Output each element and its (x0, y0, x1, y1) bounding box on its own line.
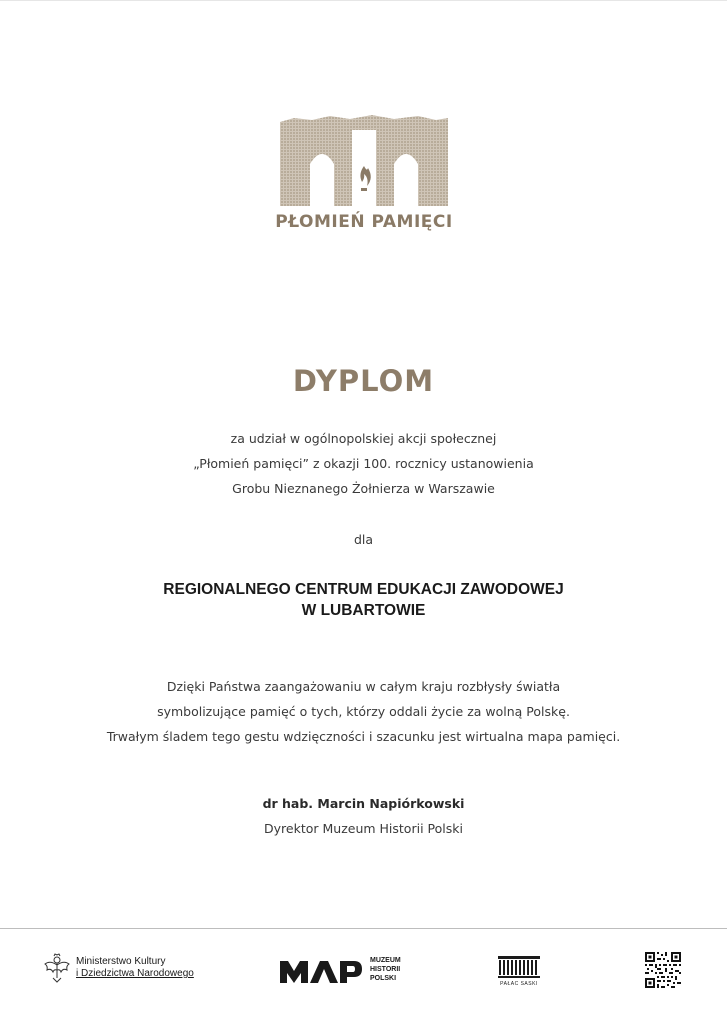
mhp-logo-icon (280, 955, 364, 987)
signatory-name: dr hab. Marcin Napiórkowski (262, 796, 465, 811)
museum-line: MUZEUM (370, 957, 401, 964)
intro-line: za udział w ogólnopolskiej akcji społecznej (230, 431, 497, 446)
footer-divider (0, 928, 727, 929)
ministry-name (76, 956, 194, 980)
body-line: Trwałym śladem tego gestu wdzięczności i szacunku jest wirtualna mapa pamięci. (106, 729, 621, 744)
palace-logo (496, 954, 542, 990)
body-line: symbolizujące pamięć o tych, którzy oddali życie za wolną Polskę. (157, 704, 570, 719)
recipient-name (0, 579, 727, 621)
tomb-arcade-icon (272, 108, 456, 208)
body-line: Dzięki Państwa zaangażowaniu w całym kraju rozbłysły światła (166, 679, 561, 694)
plomien-pamieci-logo (272, 108, 456, 238)
museum-logo (280, 955, 410, 987)
signatory-role: Dyrektor Muzeum Historii Polski (264, 821, 463, 836)
recipient-line: REGIONALNEGO CENTRUM EDUKACJI ZAWODOWEJ (163, 581, 564, 598)
top-border (0, 0, 727, 1)
intro-paragraph (0, 426, 727, 501)
recipient-line: W LUBARTOWIE (301, 602, 426, 619)
ministry-line: Ministerstwo Kultury (76, 956, 166, 967)
intro-line: Grobu Nieznanego Żołnierza w Warszawie (232, 481, 495, 496)
museum-line: POLSKI (370, 975, 397, 982)
museum-line: HISTORII (370, 966, 401, 973)
eagle-emblem-icon (42, 952, 72, 986)
logo-title: PŁOMIEŃ PAMIĘCI (275, 212, 453, 232)
colonnade-icon (496, 954, 542, 980)
museum-name (370, 956, 401, 983)
intro-line: „Płomień pamięci” z okazji 100. rocznicy ustanowienia (193, 456, 534, 471)
palace-name: PAŁAC SASKI (500, 981, 538, 987)
ministry-line: i Dziedzictwa Narodowego (76, 968, 194, 979)
for-label: dla (353, 532, 374, 547)
body-paragraph (0, 674, 727, 749)
ministry-logo (42, 952, 212, 988)
qr-code-icon (645, 952, 681, 988)
diploma-title: DYPLOM (292, 364, 435, 398)
